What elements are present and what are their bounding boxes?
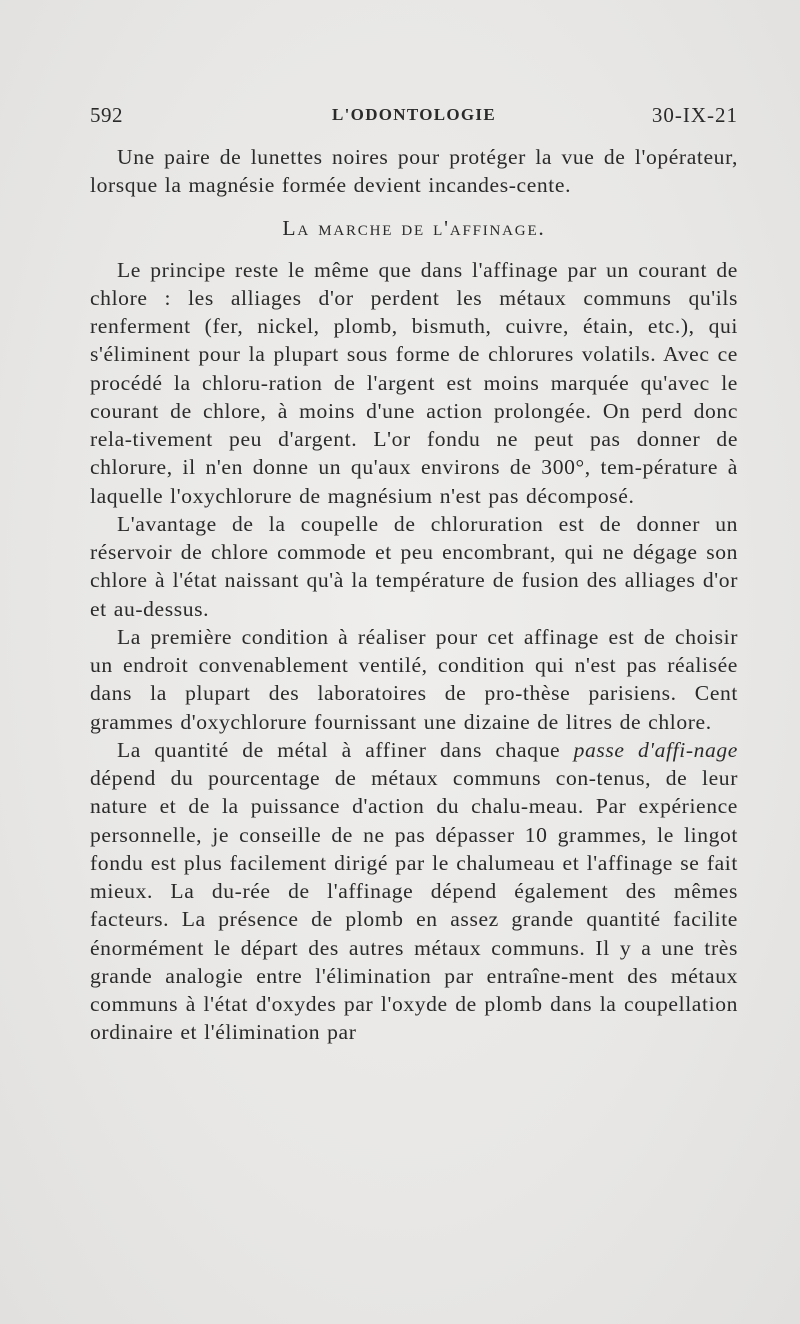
paragraph-intro: Une paire de lunettes noires pour protéger la vue de l'opérateur, lorsque la magnésie formée devient incandes-cente. [90,145,738,198]
paragraph-quantity-start: La quantité de métal à affiner dans chaque [117,737,574,762]
page-number: 592 [90,103,123,127]
paragraph-advantage: L'avantage de la coupelle de chloruration est de donner un réservoir de chlore commode et peu encombrant, qui ne dégage son chlore à l'état naissant qu'à la température de fusion des alliages d'or et au-dessus. [90,511,738,621]
section-heading: La marche de l'affinage. [282,215,546,240]
italic-term: passe d'affi-nage [573,737,738,762]
running-title: L'ODONTOLOGIE [332,105,496,124]
running-header [90,103,738,133]
article-body [90,143,738,1047]
paragraph-quantity [90,736,738,1047]
paragraph-condition: La première condition à réaliser pour cet affinage est de choisir un endroit convenablement ventilé, condition qui n'est pas réalisée dans la plupart des laboratoires de pro-thèse parisiens. Cent grammes d'oxychlorure fournissant une dizaine de litres de chlore. [90,624,738,734]
issue-date: 30-IX-21 [651,103,738,127]
paragraph-quantity-rest: dépend du pourcentage de métaux communs con-tenus, de leur nature et de la puissance d'action du chalu-meau. Par expérience personnelle, je conseille de ne pas dépasser 10 grammes, le lingot fondu est plus facilement dirigé par le chalumeau et l'affinage se fait mieux. La du-rée de l'affinage dépend également des mêmes facteurs. La présence de plomb en assez grande quantité facilite énormément le départ des autres métaux communs. Il y a une très grande analogie entre l'élimination par entraîne-ment des métaux communs à l'état d'oxydes par l'oxyde de plomb dans la coupellation ordinaire et l'élimination par [90,766,738,1045]
paragraph-principle: Le principe reste le même que dans l'affinage par un courant de chlore : les alliages d'or perdent les métaux communs qu'ils renferment (fer, nickel, plomb, bismuth, cuivre, étain, etc.), qui s'éliminent pour la plupart sous forme de chlorures volatils. Avec ce procédé la chloru-ration de l'argent est moins marquée qu'avec le courant de chlore, à moins d'une action prolongée. On perd donc rela-tivement peu d'argent. L'or fondu ne peut pas donner de chlorure, il n'en donne un qu'aux environs de 300°, tem-pérature à laquelle l'oxychlorure de magnésium n'est pas décomposé. [90,257,738,508]
